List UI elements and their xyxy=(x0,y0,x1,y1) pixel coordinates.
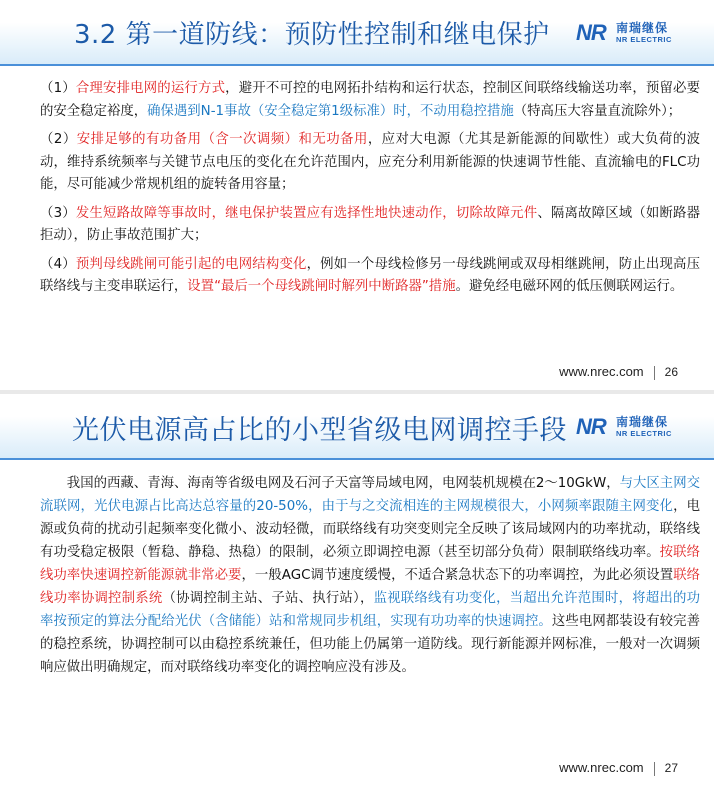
text-run: ，应对大电源（尤其是新能源的间歇性）或大负荷的波动，维持系统频率与关键节点电压的变化在允许范围内，应充分利用新能源的快速调节性能、直流输电的FLC功能，尽可能减少常规机组的旋转备用容量； xyxy=(40,132,701,192)
slide-26 xyxy=(0,0,714,390)
highlight-red: 合理安排电网的运行方式 xyxy=(75,81,226,96)
logo-mark: NR xyxy=(576,20,606,45)
text-run: 我国的西藏、青海、海南等省级电网及石河子天富等局域电网，电网装机规模在2～10GkW， xyxy=(66,476,620,491)
text-run: ，例如一个母线检修另一母线跳闸或双母相继跳闸，防止出现高压联络线与主变串联运行， xyxy=(40,256,701,294)
slide-header xyxy=(0,0,714,66)
slide-header xyxy=(0,394,714,460)
slide-body xyxy=(40,472,700,685)
paragraph xyxy=(40,472,700,679)
highlight-blue: 确保遇到N-1事故（安全稳定第1级标准）时，不动用稳控措施 xyxy=(147,103,514,119)
text-run: （协调控制主站、子站、执行站）， xyxy=(162,591,374,606)
slide-body xyxy=(40,78,700,305)
logo-cn: 南瑞继保 xyxy=(616,21,669,35)
text-run: （3） xyxy=(40,205,76,221)
footer-url[interactable]: www.nrec.com xyxy=(559,760,644,775)
highlight-red: 联络线功率协调控制系统 xyxy=(40,568,701,606)
highlight-blue: 监视联络线有功变化，当超出允许范围时，将超出的功率按预定的算法分配给光伏（含储能）站和常规同步机组，实现有功功率的快速调控。 xyxy=(40,591,701,629)
paragraph xyxy=(40,203,700,248)
highlight-red: 发生短路故障等事故时，继电保护装置应有选择性地快速动作，切除故障元件 xyxy=(75,205,538,221)
text-run: 这些电网都装设有较完善的稳控系统，协调控制可以由稳控系统兼任，但功能上仍属第一道防线。现行新能源并网标准，一般对一次调频响应做出明确规定，而对联络线功率变化的调控响应没有涉及。 xyxy=(40,614,701,675)
nr-electric-logo xyxy=(576,20,696,46)
logo-en: NR ELECTRIC xyxy=(616,429,672,438)
page-number: 26 xyxy=(664,365,678,379)
slide-title: 光伏电源高占比的小型省级电网调控手段 xyxy=(72,415,567,446)
slide-title: 3.2 第一道防线：预防性控制和继电保护 xyxy=(74,20,550,50)
slide-footer xyxy=(559,364,678,380)
highlight-blue: 与大区主网交流联网，光伏电源占比高达总容量的20-50%，由于与之交流相连的主网规模很大，小网频率跟随主网变化 xyxy=(40,476,700,514)
text-run: 。避免经电磁环网的低压侧联网运行。 xyxy=(455,279,684,294)
highlight-red: 安排足够的有功备用（含一次调频）和无功备用 xyxy=(76,132,368,147)
text-run: ，电源或负荷的扰动引起频率变化微小、波动轻微，而联络线有功突变则完全反映了该局域网内的功率扰动，联络线有功受稳定极限（暂稳、静稳、热稳）的限制，必须立即调控电源（甚至切部分负荷）限制联络线功率。 xyxy=(40,499,701,560)
highlight-red: 按联络线功率快速调控新能源就非常必要 xyxy=(40,545,701,583)
nr-electric-logo xyxy=(576,414,696,440)
text-run: ，一般AGC调节速度缓慢，不适合紧急状态下的功率调控，为此必须设置 xyxy=(241,568,674,583)
logo-en: NR ELECTRIC xyxy=(616,35,672,44)
footer-divider xyxy=(654,366,655,380)
text-run: （4） xyxy=(40,256,76,272)
page-number: 27 xyxy=(664,761,678,775)
paragraph xyxy=(40,78,700,123)
footer-url[interactable]: www.nrec.com xyxy=(559,364,644,379)
paragraph xyxy=(40,254,700,299)
text-run: 、隔离故障区域（如断路器拒动），防止事故范围扩大； xyxy=(40,205,701,243)
text-run: （2） xyxy=(40,132,77,147)
text-run: （1） xyxy=(40,81,76,96)
slide-27 xyxy=(0,394,714,788)
footer-divider xyxy=(654,762,655,776)
logo-cn: 南瑞继保 xyxy=(616,415,669,429)
paragraph xyxy=(40,129,700,197)
highlight-red: 预判母线跳闸可能引起的电网结构变化 xyxy=(75,256,307,272)
highlight-red: 设置“最后一个母线跳闸时解列中断路器”措施 xyxy=(187,279,456,294)
slide-footer xyxy=(559,760,678,776)
text-run: （特高压大容量直流除外）； xyxy=(513,103,682,119)
text-run: ，避开不可控的电网拓扑结构和运行状态，控制区间联络线输送功率，预留必要的安全稳定裕度， xyxy=(40,81,701,119)
logo-mark: NR xyxy=(576,414,606,439)
